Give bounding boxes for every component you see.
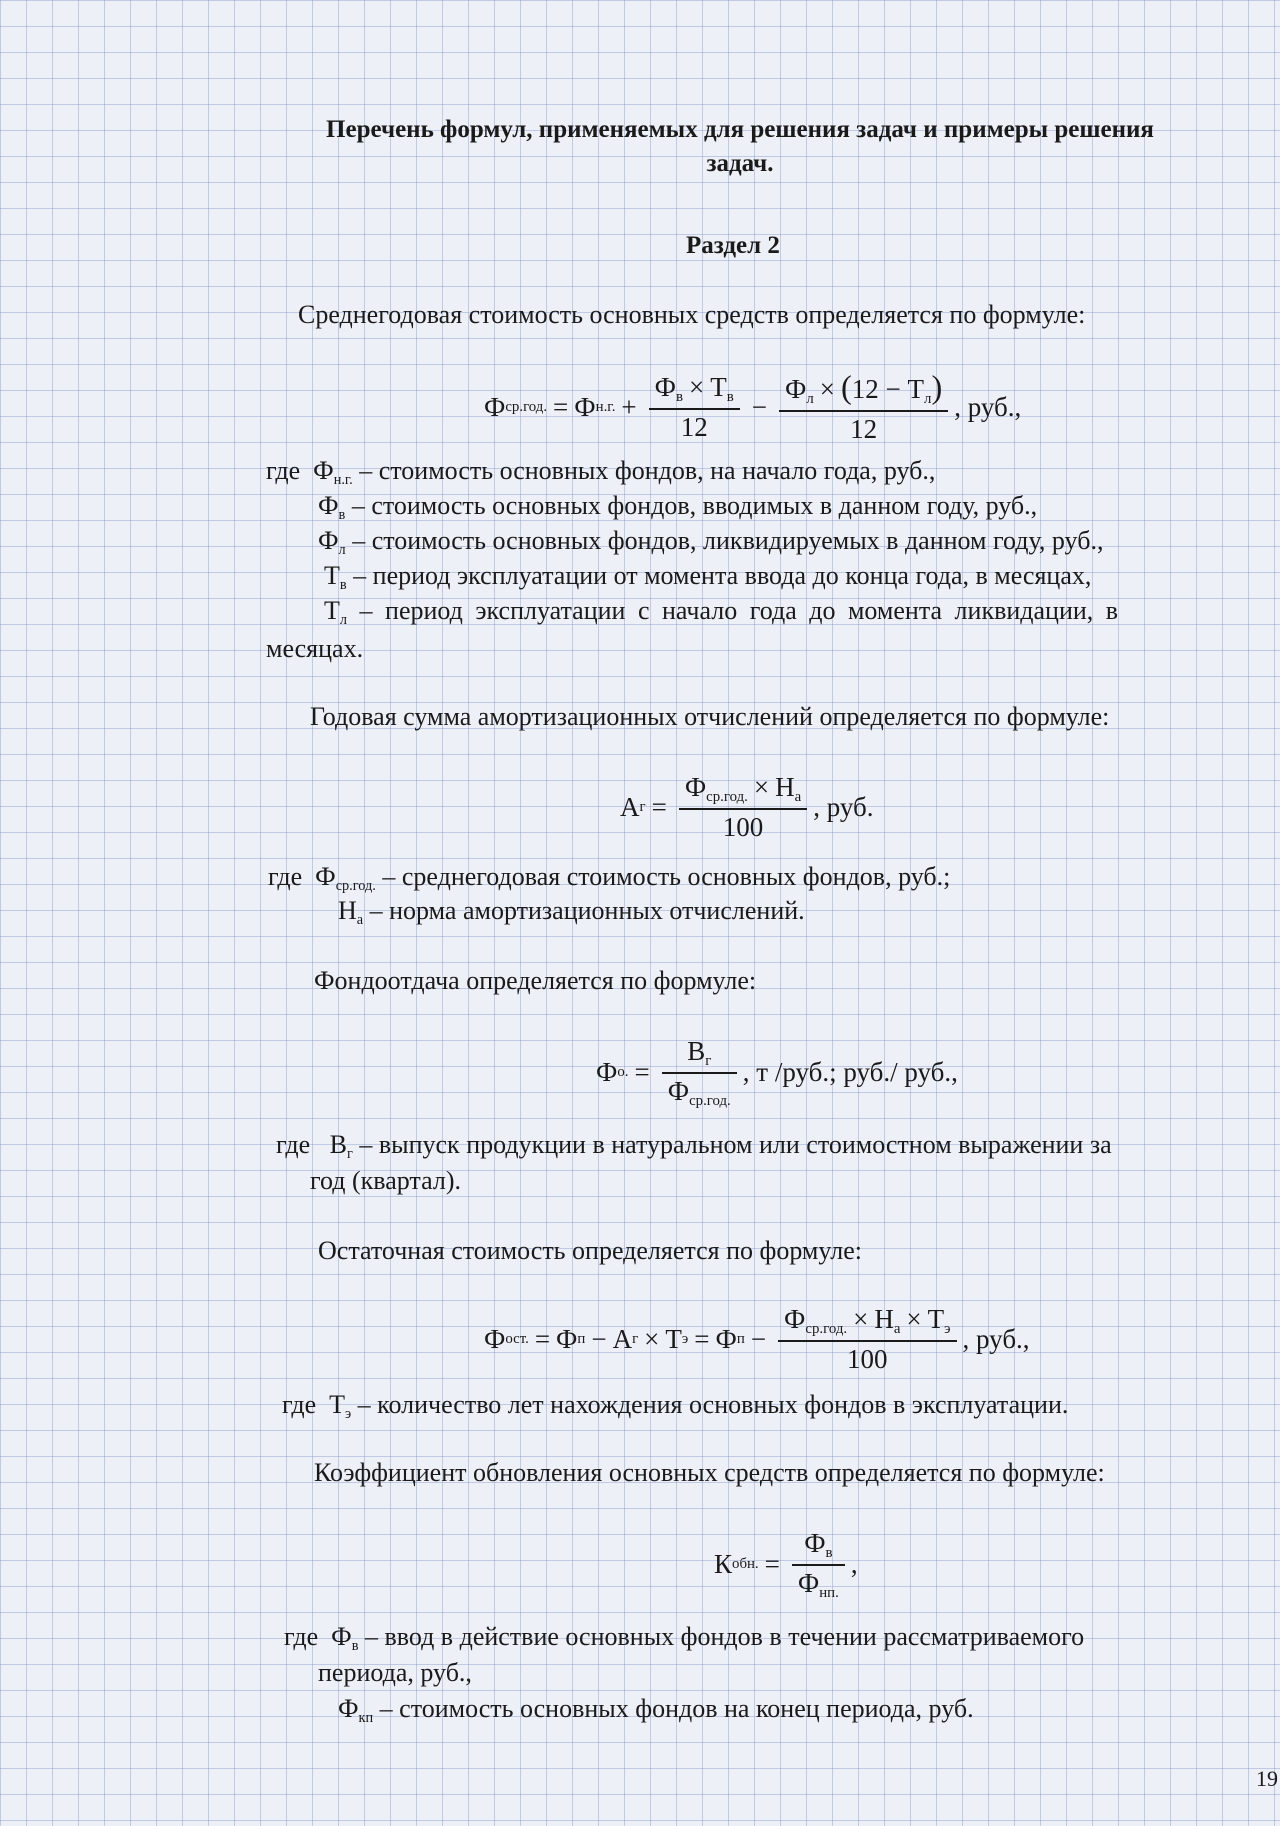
s4-intro: Остаточная стоимость определяется по формуле:: [318, 1236, 862, 1265]
s2-def-1: где $Ф_{ср.год.}$ – среднегодовая стоимость основных фондов, руб.;: [268, 862, 951, 894]
s5-def-1-cont: периода, руб.,: [318, 1658, 472, 1687]
page-title: [210, 116, 1270, 178]
s3-def-1-cont: год (квартал).: [310, 1166, 461, 1195]
formula-capital-productivity: Ф о. = $\frac{В_г}{Ф_{ср.год.}}$ , т /руб.; руб./ руб.,: [596, 1036, 958, 1109]
page-number: 19: [1256, 1766, 1278, 1791]
title-line-1: Перечень формул, применяемых для решения задач и примеры решения: [326, 116, 1154, 143]
formula-annual-depreciation: А г = $\frac{Ф_{ср.год.} \times Н_а}{100}$ , руб.: [620, 772, 874, 842]
s1-intro: Среднегодовая стоимость основных средств определяется по формуле:: [298, 300, 1086, 329]
s5-def-2: $Ф_{кп}$ – стоимость основных фондов на конец периода, руб.: [338, 1694, 974, 1726]
s1-def-1: где $Ф_{н.г.}$ – стоимость основных фондов, на начало года, руб.,: [266, 456, 936, 488]
s1-def-2: $Ф_в$ – стоимость основных фондов, вводимых в данном году, руб.,: [318, 491, 1038, 523]
s1-def-5: $Т_л$ – период эксплуатации с начало года до момента ликвидации, в: [324, 596, 1119, 628]
section-heading: Раздел 2: [686, 232, 780, 259]
s5-intro: Коэффициент обновления основных средств определяется по формуле:: [314, 1458, 1105, 1487]
formula-residual-value: Ф ост. = Ф п − А г × Т э = Ф п − $\frac{Ф_{ср.год.} \times Н_а \times Т_э}{100}$ , руб.,: [484, 1304, 1030, 1374]
s3-def-1: где $В_г$ – выпуск продукции в натуральном или стоимостном выражении за: [276, 1130, 1112, 1162]
s1-def-4: $Т_в$ – период эксплуатации от момента ввода до конца года, в месяцах,: [324, 561, 1092, 593]
s2-intro: Годовая сумма амортизационных отчислений определяется по формуле:: [310, 702, 1110, 731]
s4-def-1: где $Т_э$ – количество лет нахождения основных фондов в эксплуатации.: [282, 1390, 1069, 1422]
s5-def-1: где $Ф_в$ – ввод в действие основных фондов в течении рассматриваемого: [284, 1622, 1085, 1654]
s1-def-5-cont: месяцах.: [266, 634, 364, 663]
fraction-input: $\frac{Ф_в \times Т_в}{12}$: [649, 372, 740, 443]
formula-average-annual-cost: Ф ср.год. = Ф н.г. + $\frac{Ф_в \times Т_в}{12}$ − $\frac{Ф_л \times (12 - Т_л)}{12}$ , руб.,: [484, 370, 1022, 444]
s1-def-3: $Ф_л$ – стоимость основных фондов, ликвидируемых в данном году, руб.,: [318, 526, 1104, 558]
fraction-liquidation: $\frac{Ф_л \times (12 - Т_л)}{12}$: [779, 370, 948, 445]
formula-renewal-coefficient: К обн. = $\frac{Ф_в}{Ф_{нп.}}$ ,: [714, 1528, 858, 1601]
title-line-2: задач.: [706, 150, 774, 177]
s2-def-2: $Н_а$ – норма амортизационных отчислений.: [338, 896, 805, 928]
s3-intro: Фондоотдача определяется по формуле:: [314, 966, 757, 995]
